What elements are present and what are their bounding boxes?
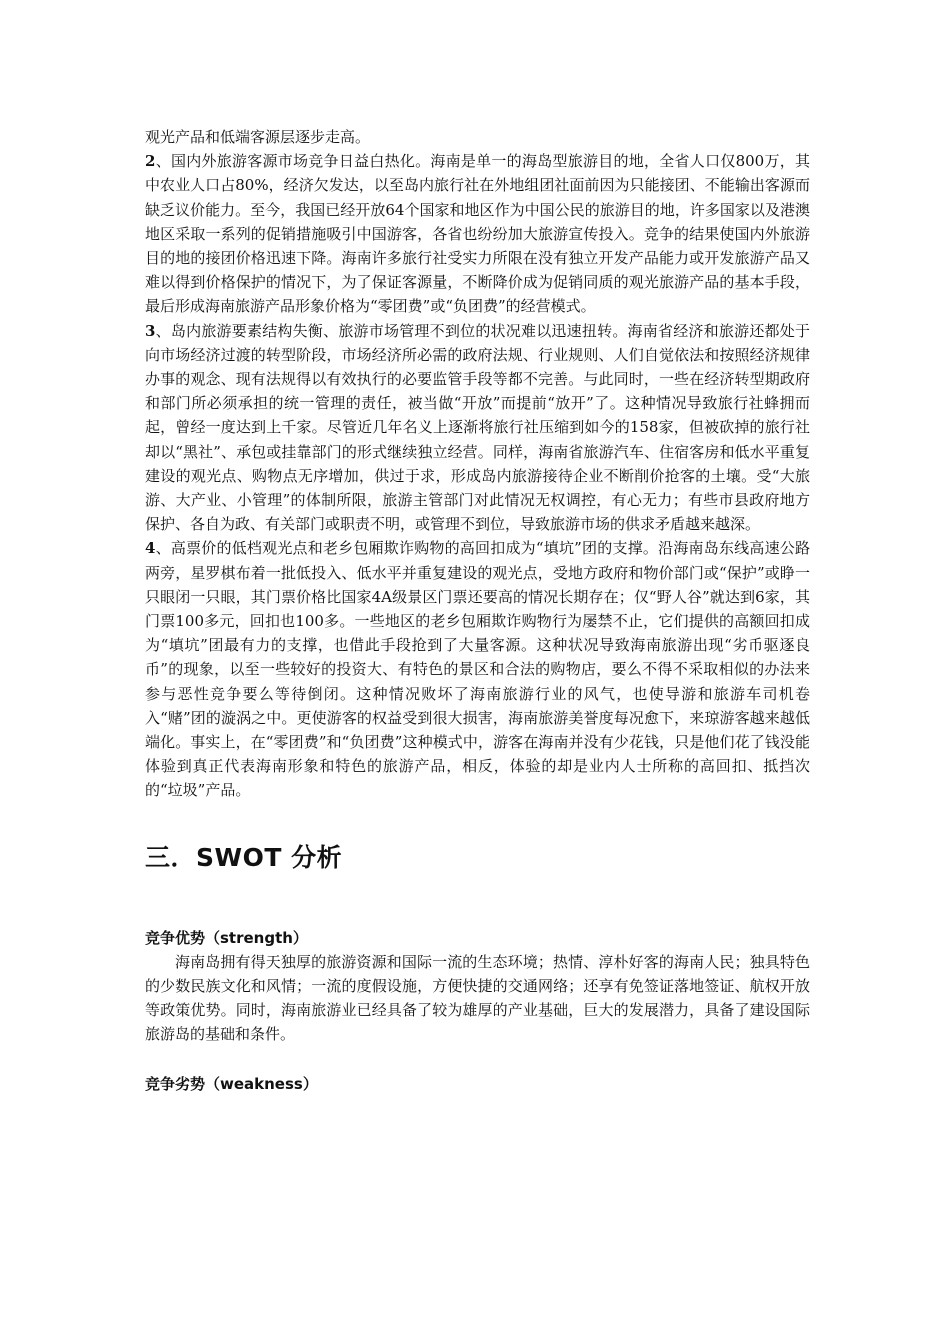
strength-paragraph: 海南岛拥有得天独厚的旅游资源和国际一流的生态环境；热情、淳朴好客的海南人民；独具特色的少数民族文化和风情；一流的度假设施，方便快捷的交通网络；还享有免签证落地签证、航权开放等政策优势。同时，海南旅游业已经具备了较为雄厚的产业基础，巨大的发展潜力，具备了建设国际旅游岛的基础和条件。 xyxy=(145,952,810,1044)
intro-tail-paragraph: 观光产品和低端客源层逐步走高。 xyxy=(145,128,371,146)
document-page xyxy=(145,125,810,1096)
point-4-text: 、高票价的低档观光点和老乡包厢欺诈购物的高回扣成为“填坑”团的支撑。沿海南岛东线高速公路两旁，星罗棋布着一批低投入、低水平并重复建设的观光点，受地方政府和物价部门或“保护”或睁一只眼闭一只眼，其门票价格比国家4A级景区门票还要高的情况长期存在；仅“野人谷”就达到6家，其门票100多元，回扣也100多。一些地区的老乡包厢欺诈购物行为屡禁不止，它们提供的高额回扣成为“填坑”团最有力的支撑，也借此手段抢到了大量客源。这种状况导致海南旅游出现“劣币驱逐良币”的现象，以至一些较好的投资大、有特色的景区和合法的购物店，要么不得不采取相似的办法来参与恶性竞争要么等待倒闭。这种情况败坏了海南旅游行业的风气，也使导游和旅游车司机卷入“赌”团的漩涡之中。更使游客的权益受到很大损害，海南旅游美誉度每况愈下，来琼游客越来越低端化。事实上，在“零团费”和“负团费”这种模式中，游客在海南并没有少花钱，只是他们花了钱没能体验到真正代表海南形象和特色的旅游产品，相反，体验的却是业内人士所称的高回扣、抵挡次的“垃圾”产品。 xyxy=(145,539,810,800)
point-3-number: 3 xyxy=(145,321,156,340)
weakness-heading: 竞争劣势（weakness） xyxy=(145,1074,318,1093)
point-3-text: 、岛内旅游要素结构失衡、旅游市场管理不到位的状况难以迅速扭转。海南省经济和旅游还都处于向市场经济过渡的转型阶段，市场经济所必需的政府法规、行业规则、人们自觉依法和按照经济规律办事的观念、现有法规得以有效执行的必要监管手段等都不完善。与此同时，一些在经济转型期政府和部门所必须承担的统一管理的责任，被当做“开放”而提前“放开”了。这种情况导致旅行社蜂拥而起，曾经一度达到上千家。尽管近几年名义上逐渐将旅行社压缩到如今的158家，但被砍掉的旅行社却以“黑社”、承包或挂靠部门的形式继续独立经营。同样，海南省旅游汽车、住宿客房和低水平重复建设的观光点、购物点无序增加，供过于求，形成岛内旅游接待企业不断削价抢客的土壤。受“大旅游、大产业、小管理”的体制所限，旅游主管部门对此情况无权调控，有心无力；有些市县政府地方保护、各自为政、有关部门或职责不明，或管理不到位，导致旅游市场的供求矛盾越来越深。 xyxy=(145,321,810,534)
point-2-number: 2 xyxy=(145,152,156,171)
strength-heading: 竞争优势（strength） xyxy=(145,928,308,947)
point-3-paragraph xyxy=(145,319,810,537)
point-4-number: 4 xyxy=(145,539,156,558)
point-2-text: 、国内外旅游客源市场竞争日益白热化。海南是单一的海岛型旅游目的地，全省人口仅800万，其中农业人口占80%，经济欠发达，以至岛内旅行社在外地组团社面前因为只能接团、不能输出客源而缺乏议价能力。至今，我国已经开放64个国家和地区作为中国公民的旅游目的地，许多国家以及港澳地区采取一系列的促销措施吸引中国游客，各省也纷纷加大旅游宣传投入。竞争的结果使国内外旅游目的地的接团价格迅速下降。海南许多旅行社受实力所限在没有独立开发产品能力或开发旅游产品又难以得到价格保护的情况下，为了保证客源量，不断降价成为促销同质的观光旅游产品的基本手段，最后形成海南旅游产品形象价格为“零团费”或“负团费”的经营模式。 xyxy=(145,152,810,316)
point-4-paragraph xyxy=(145,536,810,802)
section-heading-swot: 三．SWOT 分析 xyxy=(145,842,343,872)
point-2-paragraph xyxy=(145,149,810,318)
